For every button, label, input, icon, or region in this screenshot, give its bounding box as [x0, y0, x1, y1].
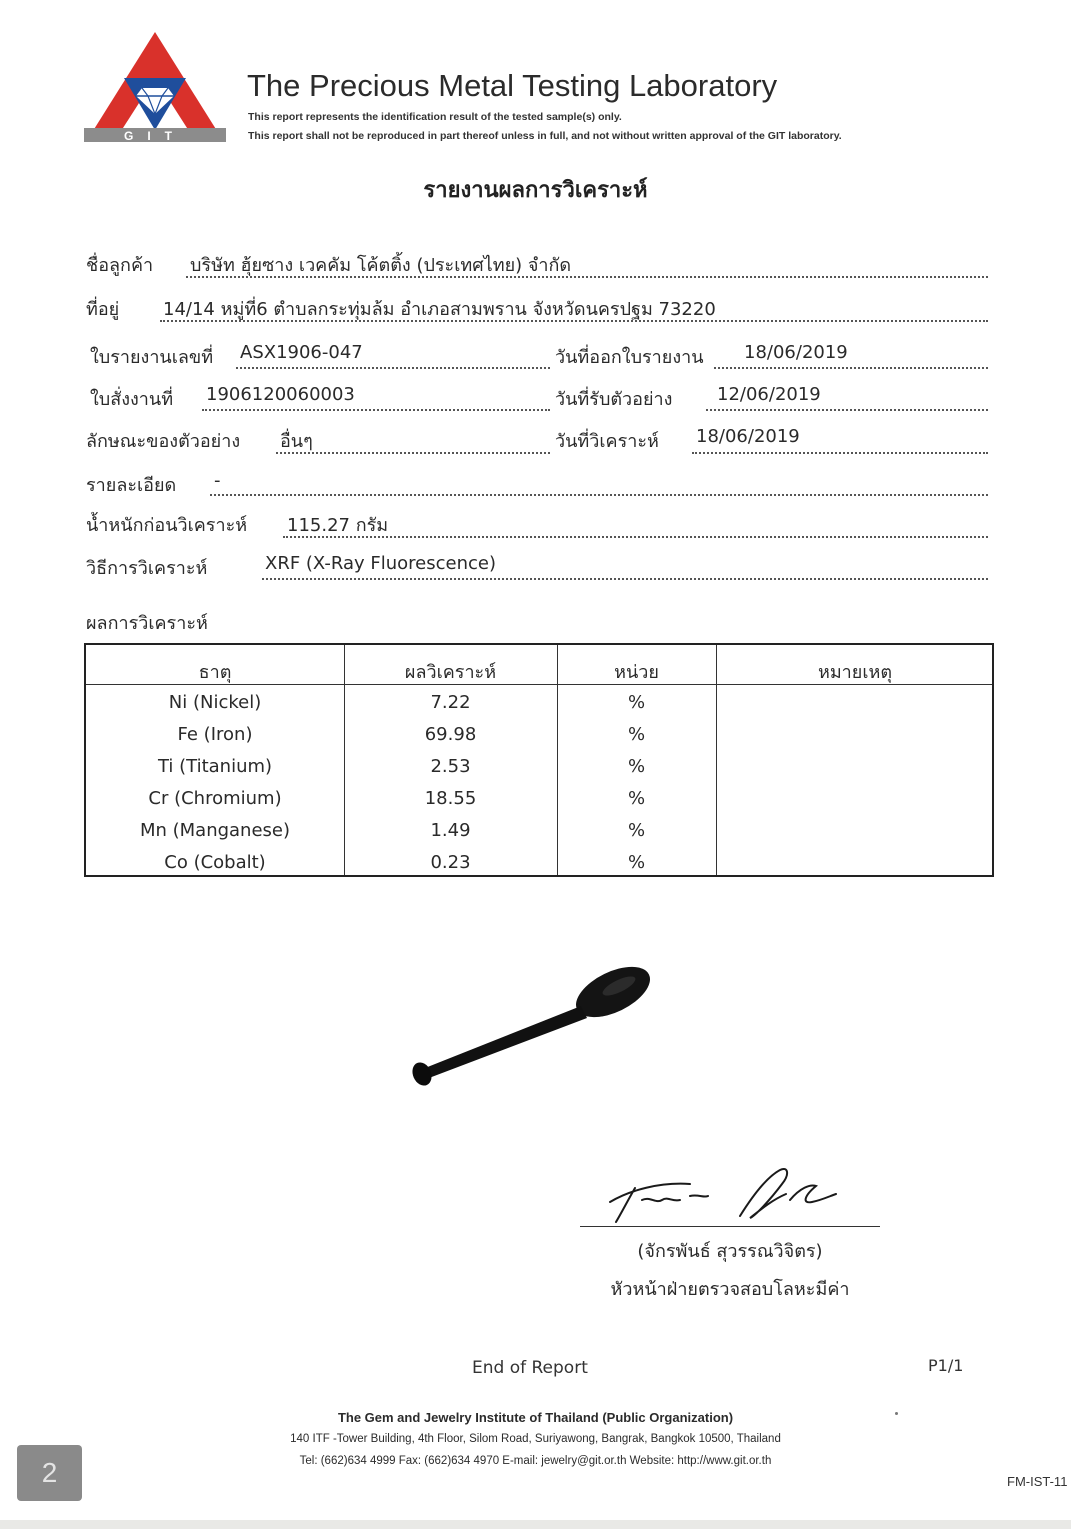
received-date-rule [706, 409, 988, 411]
customer-rule [186, 276, 988, 278]
address-value: 14/14 หมู่ที่6 ตำบลกระทุ่มล้ม อำเภอสามพราน จังหวัดนครปฐม 73220 [163, 299, 716, 320]
footer-address: 140 ITF -Tower Building, 4th Floor, Silom Road, Suriyawong, Bangrak, Bangkok 10500, Thailand [290, 1433, 781, 1445]
cell-element: Mn (Manganese) [139, 820, 291, 841]
customer-label: ชื่อลูกค้า [86, 255, 154, 276]
speck [895, 1412, 898, 1415]
cell-unit: % [627, 820, 646, 841]
weight-value: 115.27 กรัม [287, 515, 389, 536]
report-title: รายงานผลการวิเคราะห์ [423, 178, 648, 203]
page-number: P1/1 [928, 1356, 964, 1375]
lab-title: The Precious Metal Testing Laboratory [247, 68, 778, 103]
cell-value: 7.22 [430, 692, 471, 713]
signatory-title: หัวหน้าฝ่ายตรวจสอบโลหะมีค่า [610, 1279, 850, 1300]
report-no-rule [236, 367, 550, 369]
cell-element: Ni (Nickel) [168, 692, 262, 713]
footer-contact: Tel: (662)634 4999 Fax: (662)634 4970 E-mail: jewelry@git.or.th Website: http://www.git.or.th [299, 1455, 772, 1467]
issue-date-label: วันที่ออกใบรายงาน [555, 347, 704, 368]
results-section-label: ผลการวิเคราะห์ [86, 613, 208, 634]
analysis-date-label: วันที่วิเคราะห์ [555, 431, 659, 452]
column-header-element: ธาตุ [198, 662, 232, 683]
sample-type-value: อื่นๆ [280, 431, 313, 452]
page-badge[interactable]: 2 [17, 1445, 82, 1501]
method-rule [262, 578, 988, 580]
analysis-date-value: 18/06/2019 [696, 426, 800, 447]
cell-unit: % [627, 724, 646, 745]
cell-element: Ti (Titanium) [157, 756, 273, 777]
cell-value: 0.23 [430, 852, 471, 873]
method-value: XRF (X-Ray Fluorescence) [265, 553, 496, 574]
end-of-report: End of Report [472, 1358, 588, 1378]
column-header-note: หมายเหตุ [817, 662, 893, 683]
order-no-value: 1906120060003 [206, 384, 355, 405]
footer-org: The Gem and Jewelry Institute of Thailand (Public Organization) [337, 1410, 734, 1425]
signatory-name: (จักรพันธ์ สุวรรณวิจิตร) [637, 1241, 823, 1262]
address-rule [160, 320, 988, 322]
results-table [84, 643, 994, 877]
cell-element: Co (Cobalt) [164, 852, 266, 873]
signature-image [590, 1160, 850, 1230]
form-code: FM-IST-11 [1007, 1474, 1068, 1489]
address-label: ที่อยู่ [86, 299, 120, 320]
cell-unit: % [627, 692, 646, 713]
logo-letters: GIT [124, 129, 186, 143]
issue-date-value: 18/06/2019 [744, 342, 848, 363]
cell-value: 2.53 [430, 756, 471, 777]
details-rule [210, 494, 988, 496]
signature-line [580, 1226, 880, 1227]
received-date-label: วันที่รับตัวอย่าง [555, 389, 673, 410]
lab-note-2: This report shall not be reproduced in part thereof unless in full, and not without written approval of the GIT laboratory. [248, 130, 842, 142]
sample-type-label: ลักษณะของตัวอย่าง [86, 431, 241, 452]
column-header-unit: หน่วย [614, 662, 659, 683]
lab-note-1: This report represents the identification result of the tested sample(s) only. [248, 111, 622, 123]
sample-type-rule [276, 452, 550, 454]
details-value: - [214, 470, 221, 491]
git-logo [84, 30, 226, 146]
column-header-result: ผลวิเคราะห์ [404, 662, 497, 683]
report-no-label: ใบรายงานเลขที่ [90, 347, 214, 368]
cell-unit: % [627, 788, 646, 809]
cell-value: 1.49 [430, 820, 471, 841]
cell-unit: % [627, 852, 646, 873]
report-no-value: ASX1906-047 [240, 342, 363, 363]
cell-value: 18.55 [424, 788, 477, 809]
order-no-label: ใบสั่งงานที่ [90, 389, 174, 410]
details-label: รายละเอียด [86, 475, 177, 496]
received-date-value: 12/06/2019 [717, 384, 821, 405]
bottom-strip [0, 1520, 1071, 1529]
order-no-rule [202, 409, 550, 411]
cell-value: 69.98 [424, 724, 477, 745]
weight-label: น้ำหนักก่อนวิเคราะห์ [86, 515, 248, 536]
method-label: วิธีการวิเคราะห์ [86, 558, 208, 579]
issue-date-rule [714, 367, 988, 369]
weight-rule [283, 536, 988, 538]
cell-unit: % [627, 756, 646, 777]
cell-element: Cr (Chromium) [148, 788, 282, 809]
analysis-date-rule [692, 452, 988, 454]
cell-element: Fe (Iron) [177, 724, 253, 745]
customer-value: บริษัท ฮุ้ยซาง เวคคัม โค้ตติ้ง (ประเทศไทย) จำกัด [190, 255, 572, 276]
sample-spoon-image [405, 960, 665, 1100]
